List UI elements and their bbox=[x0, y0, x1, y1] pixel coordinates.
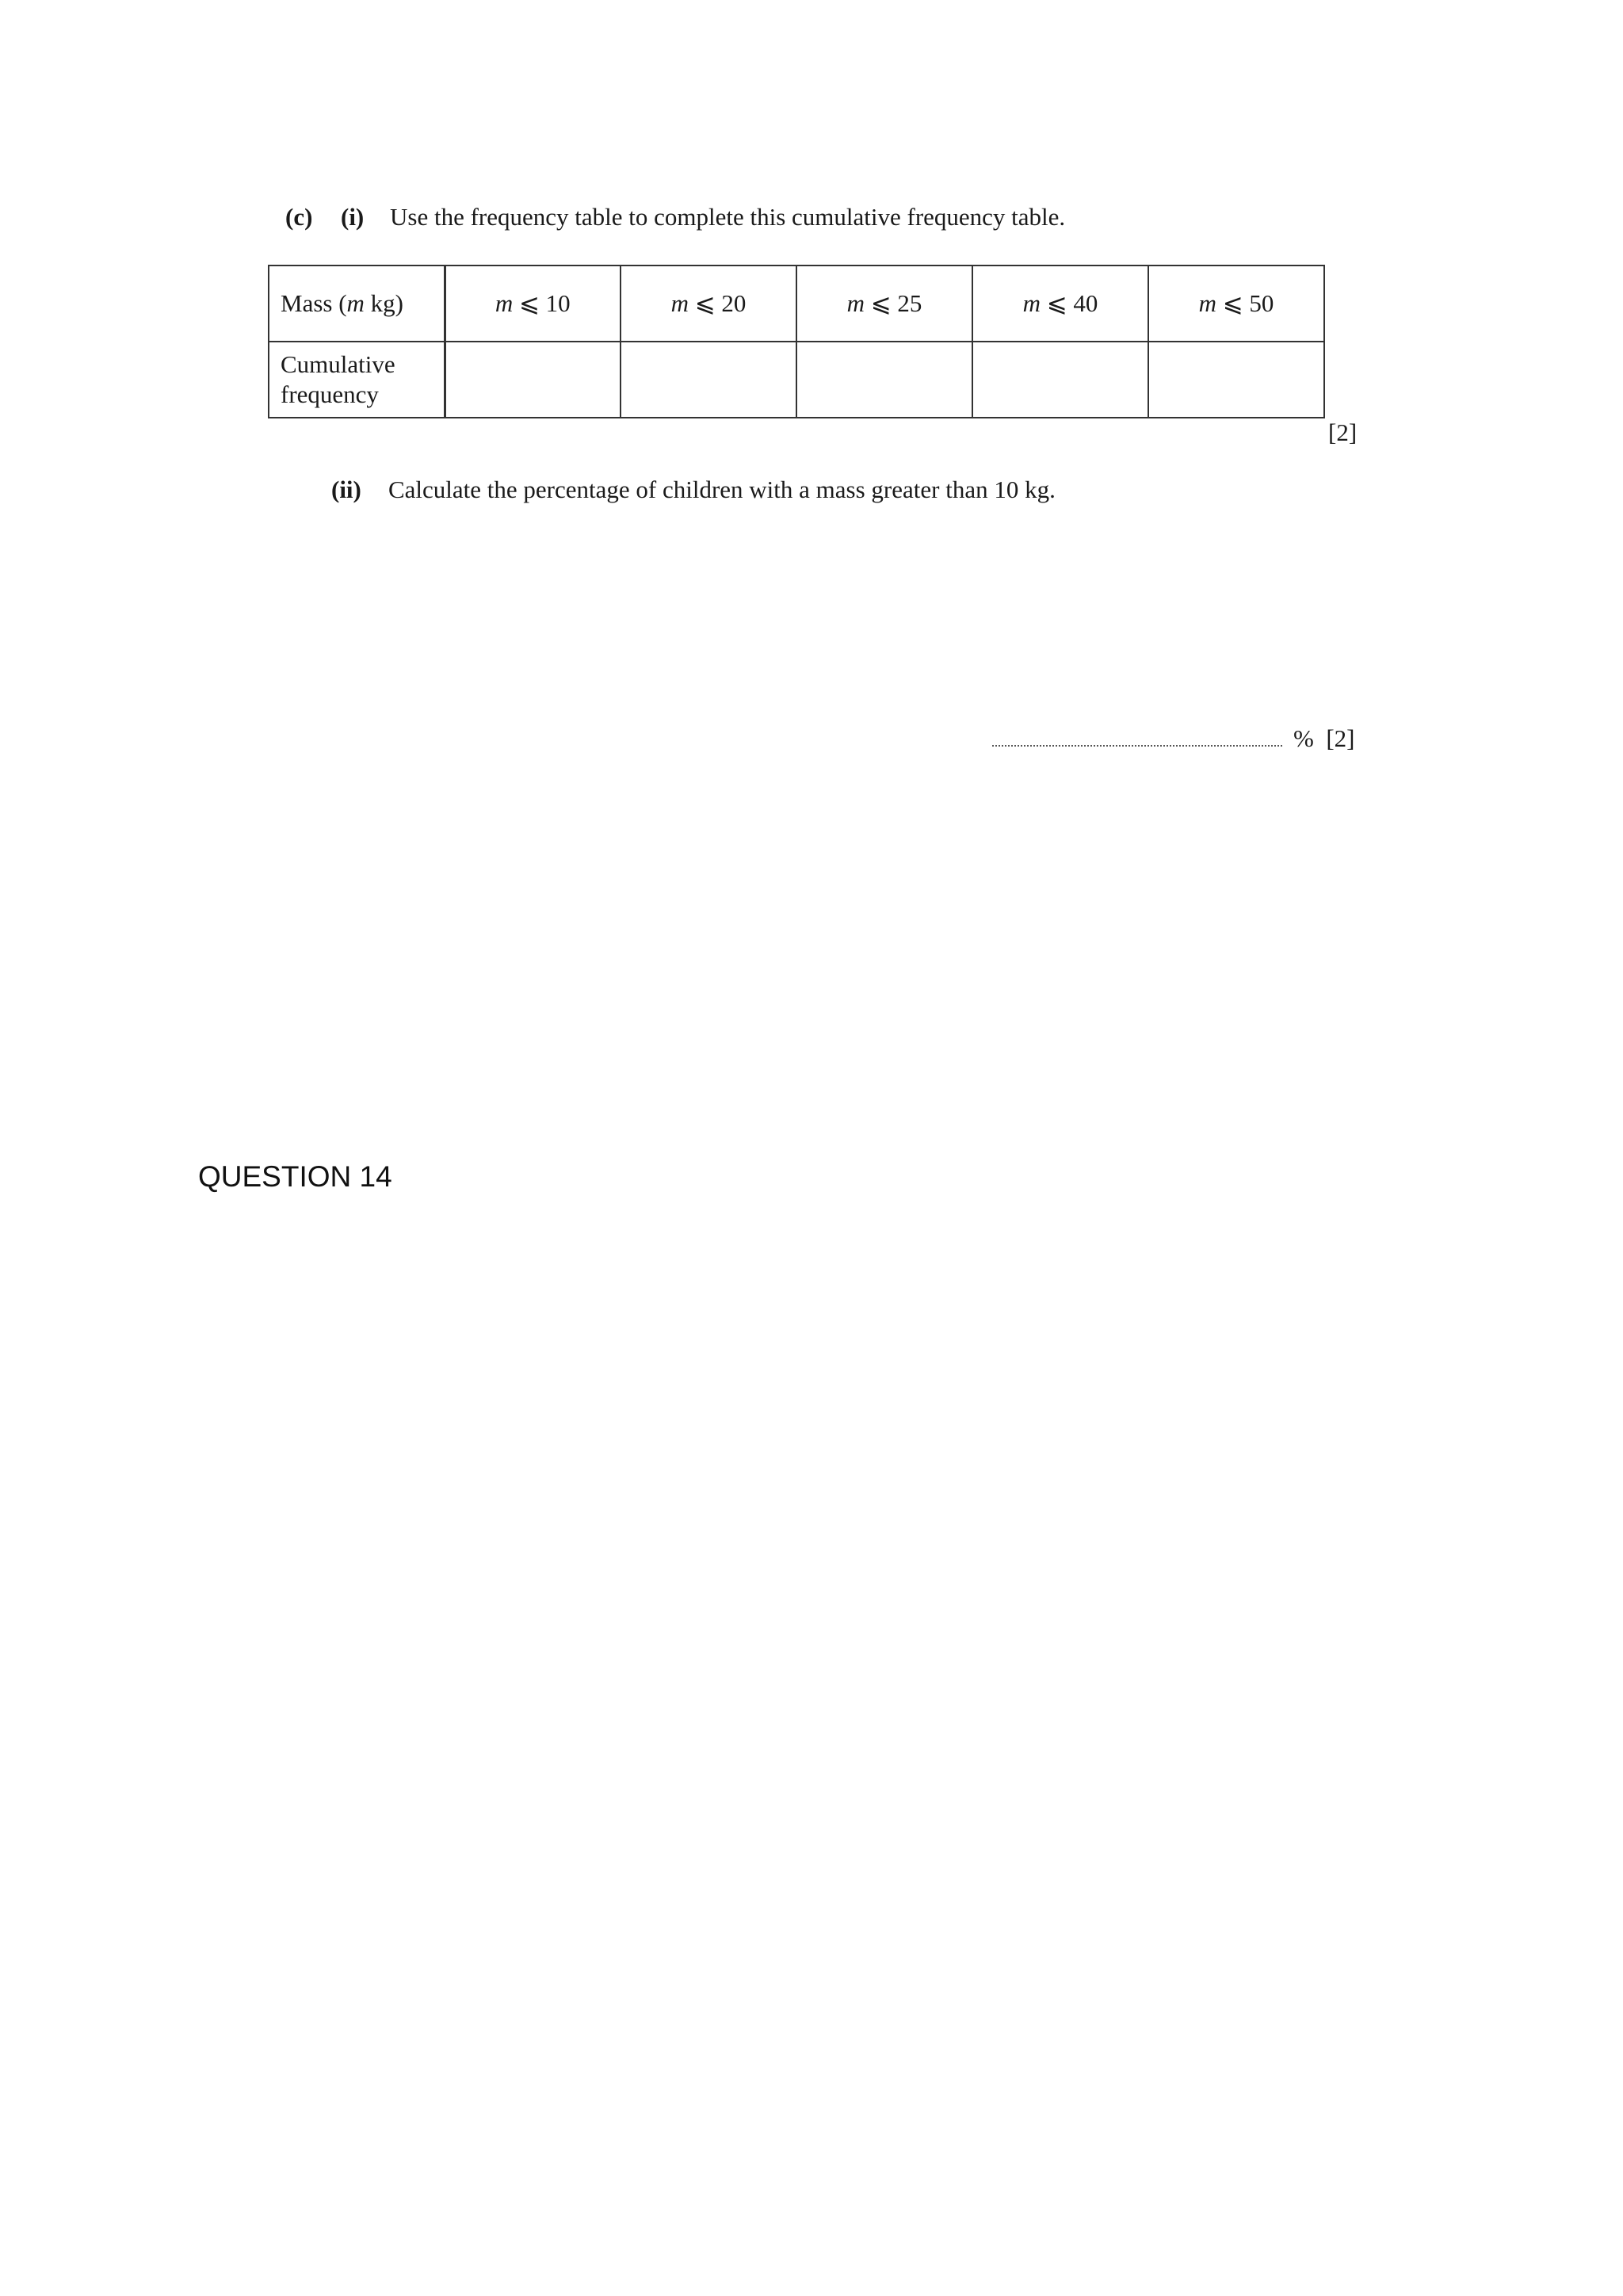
answer-dotted-line[interactable] bbox=[992, 729, 1282, 747]
mass-cell-4: m ⩽ 40 bbox=[972, 266, 1148, 342]
cumulative-answer-cell-1[interactable] bbox=[445, 342, 621, 418]
part-ii-label: (ii) bbox=[331, 476, 361, 503]
part-c-i-marks: [2] bbox=[1328, 418, 1358, 446]
cumulative-answer-cell-5[interactable] bbox=[1148, 342, 1324, 418]
mass-cell-5: m ⩽ 50 bbox=[1148, 266, 1324, 342]
part-i-label: (i) bbox=[341, 203, 365, 231]
part-ii-text: Calculate the percentage of children with a mass greater than 10 kg. bbox=[388, 476, 1056, 503]
part-ii-question bbox=[331, 476, 1056, 504]
question-heading: QUESTION 14 bbox=[198, 1160, 392, 1193]
mass-row bbox=[269, 266, 1324, 342]
cumulative-answer-cell-3[interactable] bbox=[796, 342, 972, 418]
part-ii-answer-line bbox=[992, 724, 1354, 753]
part-c-i-text: Use the frequency table to complete this cumulative frequency table. bbox=[390, 203, 1066, 231]
cumulative-answer-cell-4[interactable] bbox=[972, 342, 1148, 418]
mass-cell-3: m ⩽ 25 bbox=[796, 266, 972, 342]
answer-unit: % bbox=[1293, 724, 1314, 752]
part-c-label: (c) bbox=[285, 203, 313, 231]
cumulative-frequency-header-cell: Cumulative frequency bbox=[269, 342, 445, 418]
part-c-i-instruction bbox=[285, 203, 1065, 231]
part-ii-marks: [2] bbox=[1326, 724, 1355, 752]
cumulative-answer-cell-2[interactable] bbox=[621, 342, 796, 418]
mass-header-cell: Mass (m kg) bbox=[269, 266, 445, 342]
mass-cell-2: m ⩽ 20 bbox=[621, 266, 796, 342]
cumulative-frequency-row bbox=[269, 342, 1324, 418]
cumulative-frequency-table bbox=[268, 265, 1325, 418]
mass-cell-1: m ⩽ 10 bbox=[445, 266, 621, 342]
